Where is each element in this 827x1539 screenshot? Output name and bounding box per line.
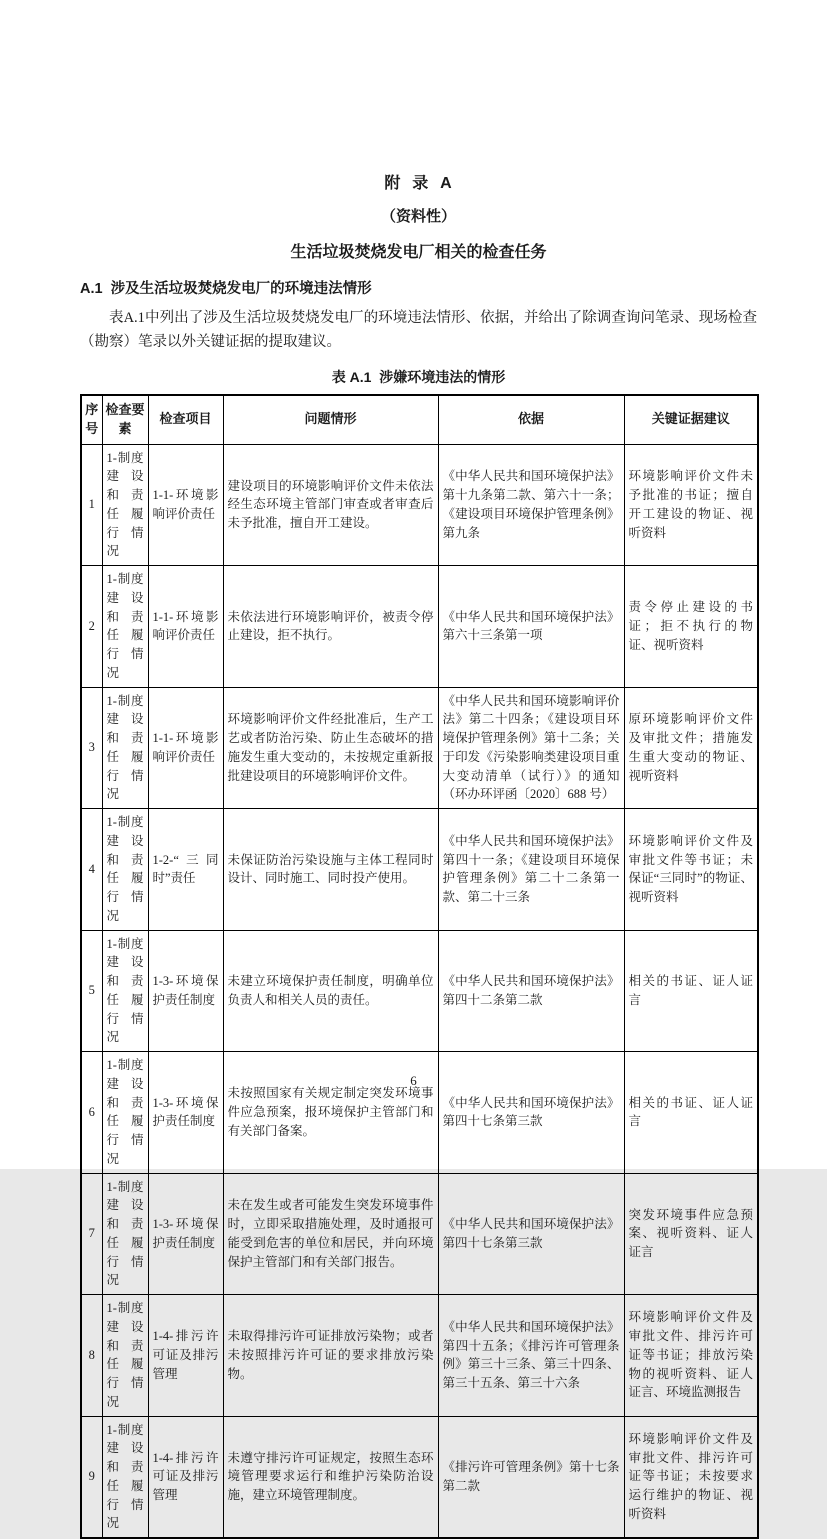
intro-paragraph: 表A.1中列出了涉及生活垃圾焚烧发电厂的环境违法情形、依据，并给出了除调查询问笔录、现场检查（勘察）笔录以外关键证据的提取建议。: [80, 310, 757, 350]
table-row: [81, 809, 758, 931]
appendix-title: 附 录 A: [384, 175, 453, 192]
item-cell: 1-3-环境保护责任制度: [148, 1052, 223, 1174]
evidence-cell: 环境影响评价文件及审批文件、排污许可证等书证；未按要求运行维护的物证、视听资料: [624, 1416, 758, 1538]
page-number: 6: [410, 1073, 417, 1088]
table-caption: 表 A.1 涉嫌环境违法的情形: [331, 368, 506, 385]
violations-table-body: [81, 444, 758, 1538]
page-content: [80, 170, 757, 1539]
element-cell: 1-制度建设和责任履行情况: [102, 1416, 148, 1538]
element-cell: 1-制度建设和责任履行情况: [102, 1173, 148, 1295]
evidence-cell: 环境影响评价文件未予批准的书证；擅自开工建设的物证、视听资料: [624, 444, 758, 566]
table-row: [81, 1052, 758, 1174]
seq-cell: 2: [81, 566, 102, 688]
table-row: [81, 1173, 758, 1295]
element-cell: 1-制度建设和责任履行情况: [102, 687, 148, 809]
seq-cell: 5: [81, 930, 102, 1052]
seq-cell: 1: [81, 444, 102, 566]
basis-cell: 《中华人民共和国环境保护法》第六十三条第一项: [438, 566, 624, 688]
table-row: [81, 687, 758, 809]
basis-cell: 《中华人民共和国环境影响评价法》第二十四条；《建设项目环境保护管理条例》第十二条；关于印发《污染影响类建设项目重大变动清单（试行）》的通知（环办环评函〔2020〕688 号）: [438, 687, 624, 809]
table-row: [81, 1295, 758, 1417]
table-row: [81, 930, 758, 1052]
basis-cell: 《中华人民共和国环境保护法》第四十五条；《排污许可管理条例》第三十三条、第三十四条、第三十五条、第三十六条: [438, 1295, 624, 1417]
basis-cell: 《中华人民共和国环境保护法》第四十七条第三款: [438, 1173, 624, 1295]
doc-title: 生活垃圾焚烧发电厂相关的检查任务: [290, 244, 547, 261]
item-cell: 1-3-环境保护责任制度: [148, 1173, 223, 1295]
basis-cell: 《排污许可管理条例》第十七条第二款: [438, 1416, 624, 1538]
evidence-cell: 环境影响评价文件及审批文件等书证；未保证“三同时”的物证、视听资料: [624, 809, 758, 931]
table-row: [81, 444, 758, 566]
item-cell: 1-1-环境影响评价责任: [148, 444, 223, 566]
evidence-cell: 相关的书证、证人证言: [624, 930, 758, 1052]
situation-cell: 环境影响评价文件经批准后，生产工艺或者防治污染、防止生态破坏的措施发生重大变动的，未按规定重新报批建设项目的环境影响评价文件。: [223, 687, 438, 809]
item-cell: 1-1-环境影响评价责任: [148, 687, 223, 809]
appendix-subtitle: （资料性）: [380, 208, 456, 225]
element-cell: 1-制度建设和责任履行情况: [102, 930, 148, 1052]
header-situation: 问题情形: [223, 395, 438, 444]
header-seq: 序号: [81, 395, 102, 444]
table-header-row: [81, 395, 758, 444]
violations-table: [80, 394, 759, 1539]
seq-cell: 6: [81, 1052, 102, 1174]
basis-cell: 《中华人民共和国环境保护法》第十九条第二款、第六十一条；《建设项目环境保护管理条例》第九条: [438, 444, 624, 566]
evidence-cell: 原环境影响评价文件及审批文件；措施发生重大变动的物证、视听资料: [624, 687, 758, 809]
element-cell: 1-制度建设和责任履行情况: [102, 444, 148, 566]
evidence-cell: 责令停止建设的书证；拒不执行的物证、视听资料: [624, 566, 758, 688]
section-heading: A.1 涉及生活垃圾焚烧发电厂的环境违法情形: [80, 281, 372, 297]
element-cell: 1-制度建设和责任履行情况: [102, 566, 148, 688]
evidence-cell: 突发环境事件应急预案、视听资料、证人证言: [624, 1173, 758, 1295]
situation-cell: 未遵守排污许可证规定，按照生态环境管理要求运行和维护污染防治设施，建立环境管理制度。: [223, 1416, 438, 1538]
basis-cell: 《中华人民共和国环境保护法》第四十七条第三款: [438, 1052, 624, 1174]
item-cell: 1-3-环境保护责任制度: [148, 930, 223, 1052]
seq-cell: 8: [81, 1295, 102, 1417]
basis-cell: 《中华人民共和国环境保护法》第四十二条第二款: [438, 930, 624, 1052]
table-row: [81, 566, 758, 688]
header-item: 检查项目: [148, 395, 223, 444]
evidence-cell: 环境影响评价文件及审批文件、排污许可证等书证；排放污染物的视听资料、证人证言、环境监测报告: [624, 1295, 758, 1417]
situation-cell: 未取得排污许可证排放污染物；或者未按照排污许可证的要求排放污染物。: [223, 1295, 438, 1417]
header-basis: 依据: [438, 395, 624, 444]
element-cell: 1-制度建设和责任履行情况: [102, 809, 148, 931]
situation-cell: 未建立环境保护责任制度，明确单位负责人和相关人员的责任。: [223, 930, 438, 1052]
item-cell: 1-2-“三同时”责任: [148, 809, 223, 931]
element-cell: 1-制度建设和责任履行情况: [102, 1052, 148, 1174]
item-cell: 1-4-排污许可证及排污管理: [148, 1416, 223, 1538]
table-row: [81, 1416, 758, 1538]
seq-cell: 9: [81, 1416, 102, 1538]
item-cell: 1-4-排污许可证及排污管理: [148, 1295, 223, 1417]
item-cell: 1-1-环境影响评价责任: [148, 566, 223, 688]
seq-cell: 3: [81, 687, 102, 809]
header-element: 检查要素: [102, 395, 148, 444]
evidence-cell: 相关的书证、证人证言: [624, 1052, 758, 1174]
situation-cell: 未在发生或者可能发生突发环境事件时，立即采取措施处理，及时通报可能受到危害的单位和居民，并向环境保护主管部门和有关部门报告。: [223, 1173, 438, 1295]
basis-cell: 《中华人民共和国环境保护法》第四十一条；《建设项目环境保护管理条例》第二十二条第一款、第二十三条: [438, 809, 624, 931]
situation-cell: 未按照国家有关规定制定突发环境事件应急预案，报环境保护主管部门和有关部门备案。: [223, 1052, 438, 1174]
situation-cell: 未保证防治污染设施与主体工程同时设计、同时施工、同时投产使用。: [223, 809, 438, 931]
seq-cell: 7: [81, 1173, 102, 1295]
seq-cell: 4: [81, 809, 102, 931]
element-cell: 1-制度建设和责任履行情况: [102, 1295, 148, 1417]
situation-cell: 建设项目的环境影响评价文件未依法经生态环境主管部门审查或者审查后未予批准，擅自开工建设。: [223, 444, 438, 566]
header-evidence: 关键证据建议: [624, 395, 758, 444]
situation-cell: 未依法进行环境影响评价，被责令停止建设，拒不执行。: [223, 566, 438, 688]
